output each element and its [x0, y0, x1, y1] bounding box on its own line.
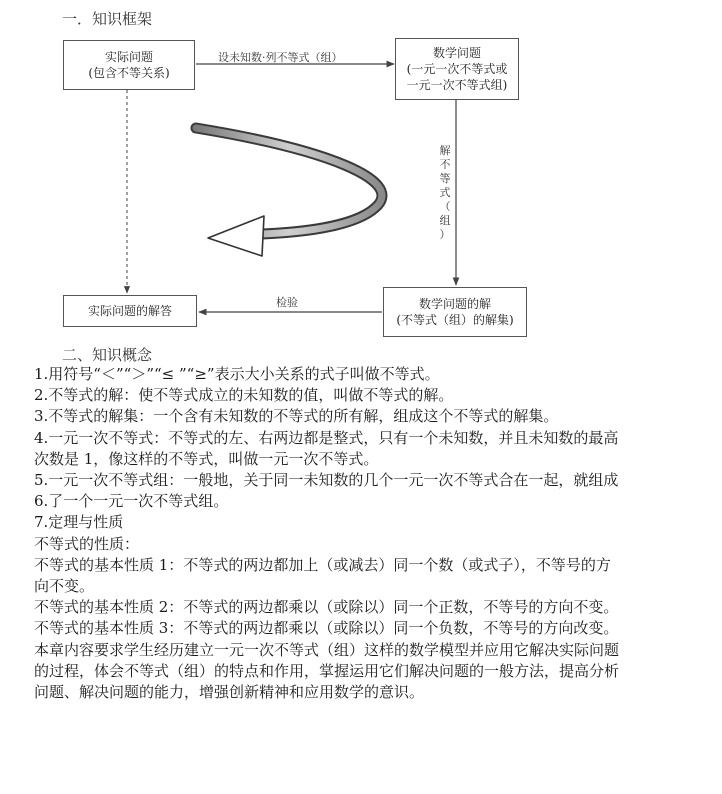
- concept-line: 不等式的基本性质 3：不等式的两边都乘以（或除以）同一个负数，不等号的方向改变。: [34, 619, 619, 638]
- knowledge-framework-diagram: [0, 0, 722, 340]
- concepts-body: [34, 364, 714, 703]
- concept-line: 6.了一个一元一次不等式组。: [34, 492, 229, 511]
- curved-return-arrow-icon: [196, 128, 382, 256]
- box-math-solution-line1: 数学问题的解: [418, 297, 491, 311]
- edge-label-solve-char: 不: [439, 158, 451, 171]
- concept-line: 4.一元一次不等式：不等式的左、右两边都是整式，只有一个未知数，并且未知数的最高: [34, 428, 619, 447]
- concept-line: 1.用符号“＜”“＞”“≤ ”“≥”表示大小关系的式子叫做不等式。: [34, 365, 440, 383]
- concept-line: 2.不等式的解：使不等式成立的未知数的值，叫做不等式的解。: [34, 386, 454, 405]
- concept-line: 7.定理与性质: [34, 513, 124, 532]
- edge-label-solve-char: ）: [439, 228, 451, 241]
- concept-line: 的过程，体会不等式（组）的特点和作用，掌握运用它们解决问题的一般方法，提高分析: [34, 661, 620, 680]
- concept-line: 不等式的基本性质 2：不等式的两边都乘以（或除以）同一个正数，不等号的方向不变。: [34, 598, 619, 617]
- concept-line: 不等式的性质：: [34, 534, 140, 553]
- concept-line: 问题、解决问题的能力，增强创新精神和应用数学的意识。: [34, 683, 425, 702]
- box-math-problem-line2: (一元一次不等式或: [406, 62, 508, 76]
- box-math-solution: [383, 287, 527, 337]
- box-math-solution-line2: (不等式（组）的解集): [396, 313, 514, 327]
- edge-label-formulate: 设未知数·列不等式（组）: [218, 51, 343, 64]
- concept-line: 5.一元一次不等式组：一般地，关于同一未知数的几个一元一次不等式合在一起，就组成: [34, 471, 619, 490]
- box-math-problem-line1: 数学问题: [432, 46, 481, 60]
- edge-label-solve-char: 组: [439, 214, 451, 227]
- edge-label-solve-char: 解: [439, 144, 451, 157]
- concept-line: 3.不等式的解集：一个含有未知数的不等式的所有解，组成这个不等式的解集。: [34, 407, 559, 426]
- concept-line: 不等式的基本性质 1：不等式的两边都加上（或减去）同一个数（或式子），不等号的方: [34, 555, 611, 574]
- box-real-problem: [63, 40, 195, 90]
- section-title-concepts: 二、知识概念: [62, 346, 153, 364]
- section-title-framework: 一．知识框架: [62, 10, 153, 28]
- edge-label-verify: 检验: [276, 296, 298, 309]
- concept-line: 次数是 1，像这样的不等式，叫做一元一次不等式。: [34, 449, 379, 468]
- edge-label-solve-char: 等: [439, 172, 451, 185]
- box-real-problem-line2: (包含不等关系): [88, 66, 170, 80]
- box-math-problem: [395, 38, 519, 100]
- edge-label-solve: [438, 144, 452, 242]
- box-math-problem-line3: 一元一次不等式组): [406, 78, 508, 92]
- box-real-problem-line1: 实际问题: [104, 50, 153, 64]
- concept-line: 向不变。: [34, 577, 95, 596]
- edge-label-solve-char: （: [439, 200, 451, 213]
- box-real-answer: [63, 295, 197, 327]
- edge-label-solve-char: 式: [439, 186, 451, 199]
- box-real-answer-line1: 实际问题的解答: [87, 304, 172, 318]
- concept-line: 本章内容要求学生经历建立一元一次不等式（组）这样的数学模型并应用它解决实际问题: [34, 640, 620, 659]
